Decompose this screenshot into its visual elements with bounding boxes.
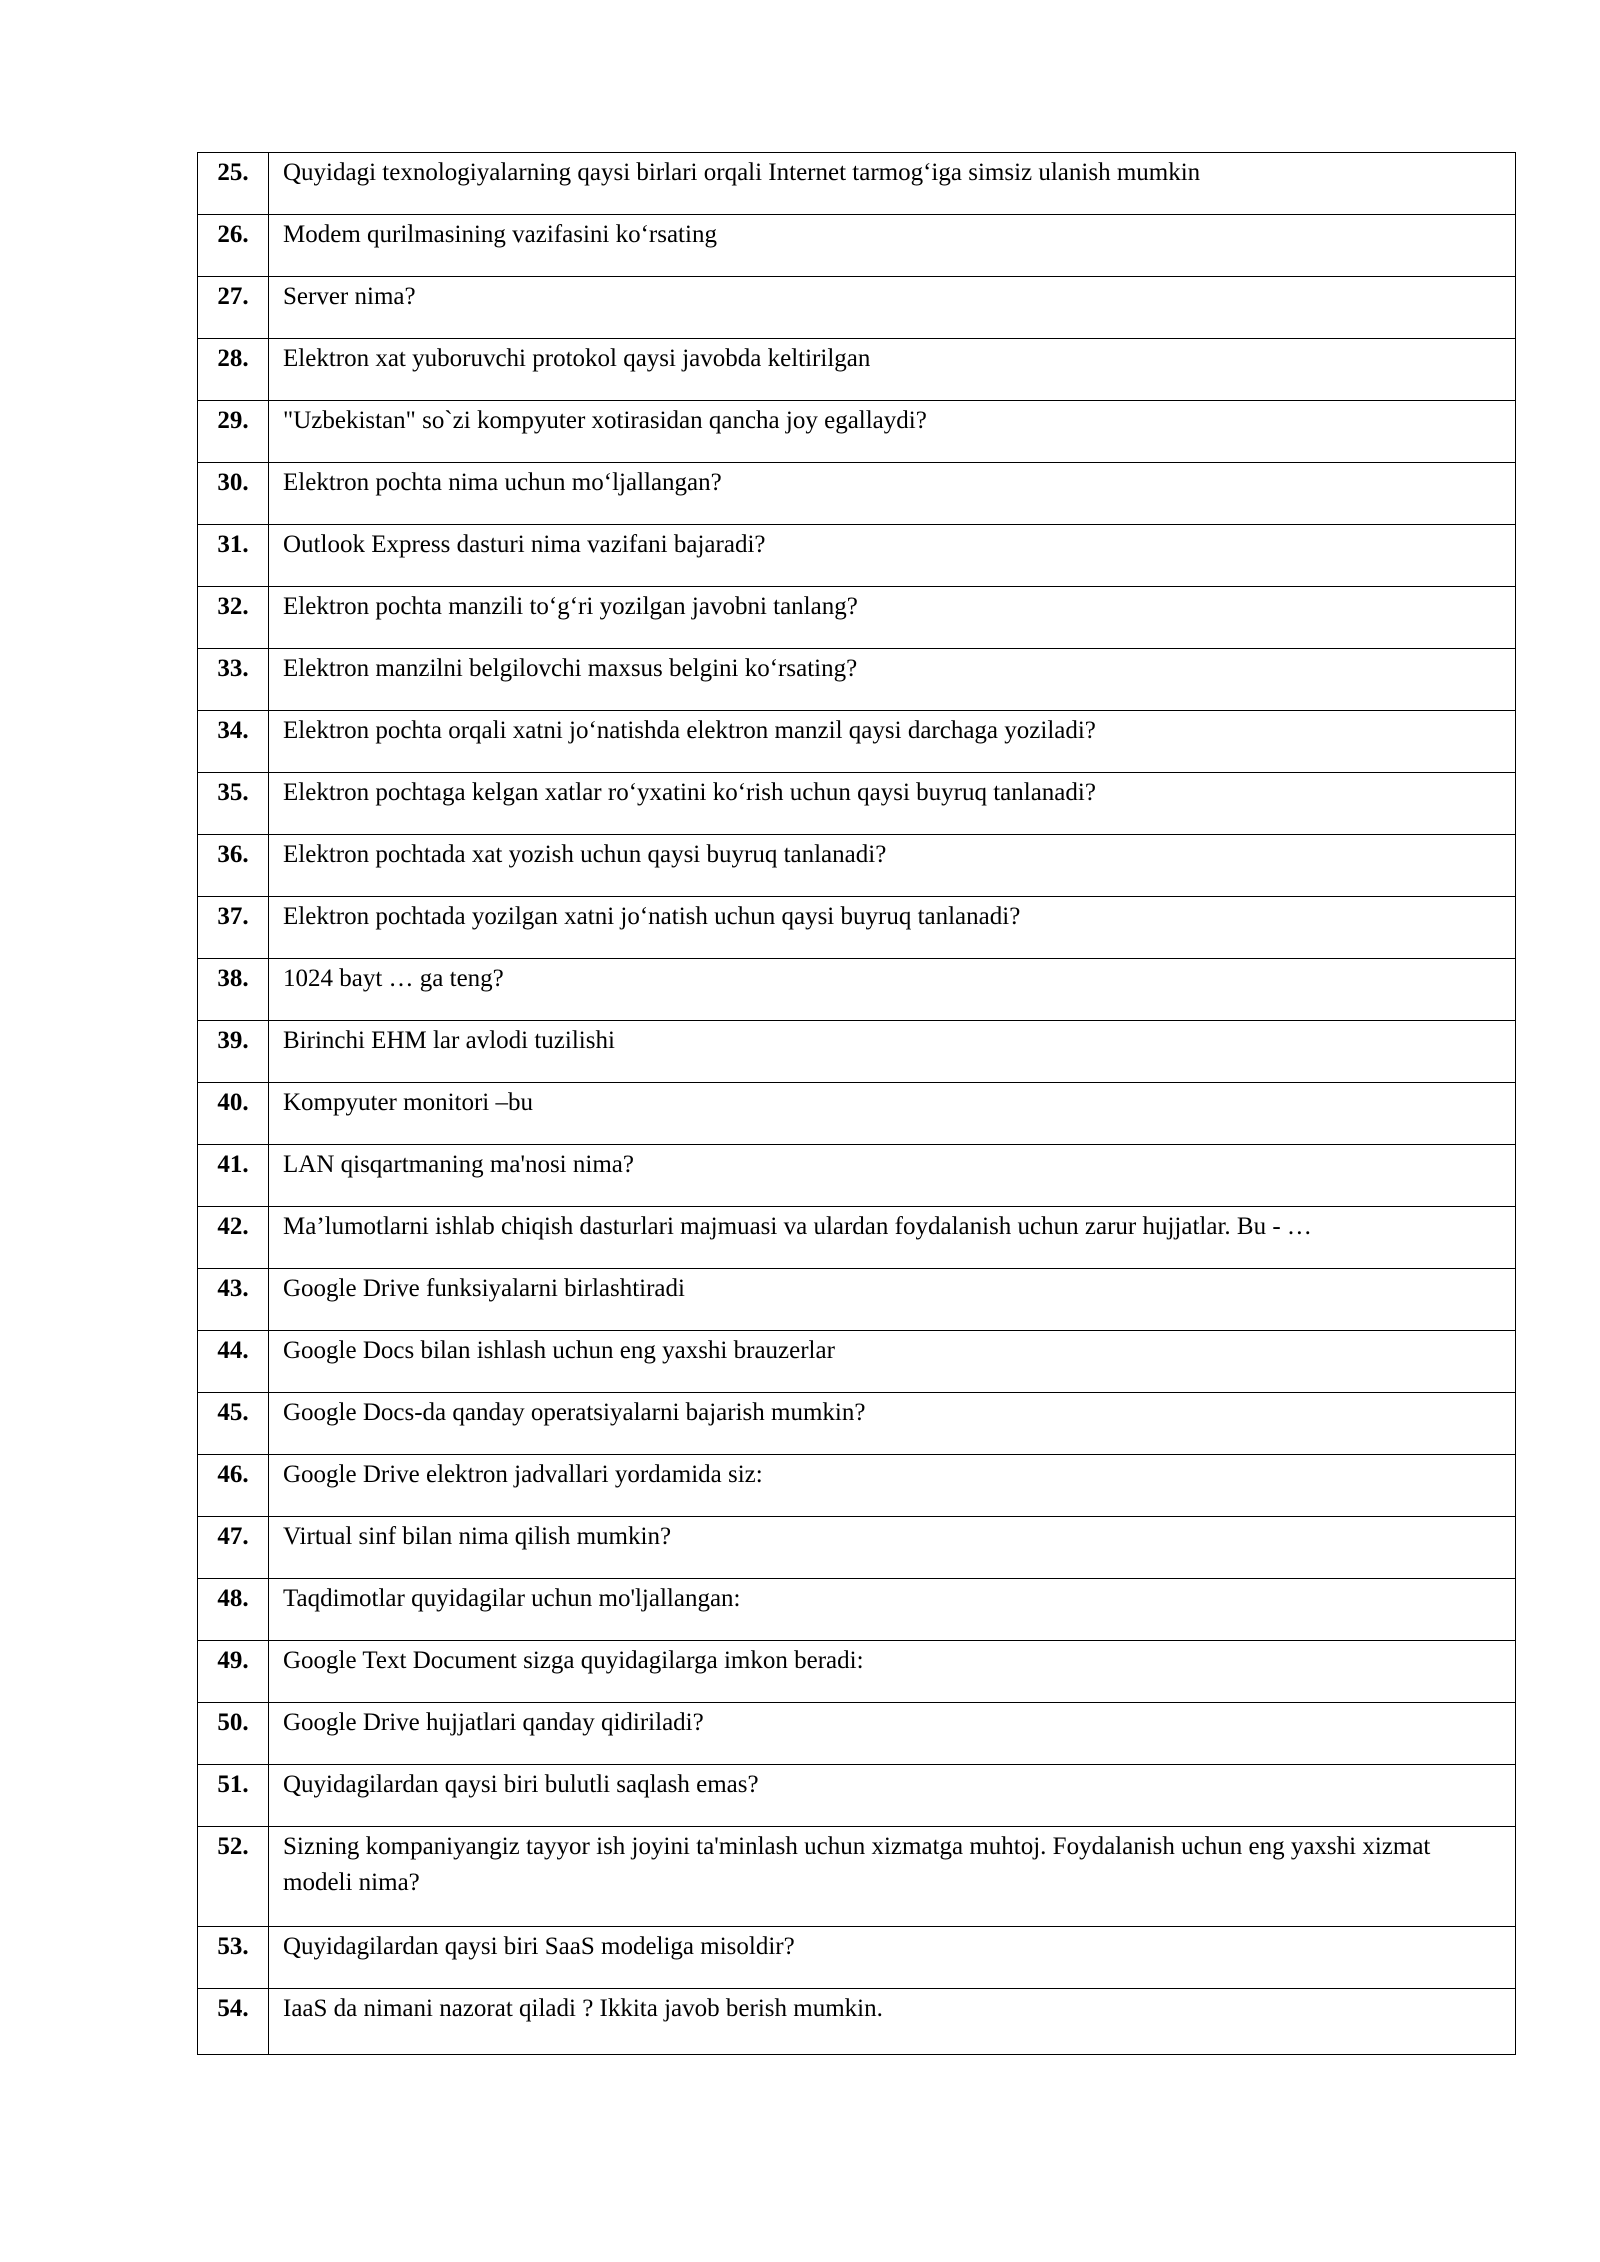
question-text: Google Docs bilan ishlash uchun eng yaxshi brauzerlar	[269, 1331, 1516, 1393]
table-row	[198, 1207, 1516, 1269]
table-row	[198, 711, 1516, 773]
table-row	[198, 1517, 1516, 1579]
question-number: 44.	[198, 1331, 269, 1393]
question-text: LAN qisqartmaning ma'nosi nima?	[269, 1145, 1516, 1207]
table-row	[198, 1579, 1516, 1641]
question-text: Elektron pochta nima uchun mo‘ljallangan?	[269, 463, 1516, 525]
table-row	[198, 1703, 1516, 1765]
table-row	[198, 1021, 1516, 1083]
table-row	[198, 587, 1516, 649]
question-number: 26.	[198, 215, 269, 277]
question-text: Elektron pochtaga kelgan xatlar ro‘yxatini ko‘rish uchun qaysi buyruq tanlanadi?	[269, 773, 1516, 835]
question-number: 42.	[198, 1207, 269, 1269]
question-number: 41.	[198, 1145, 269, 1207]
question-text: Elektron xat yuboruvchi protokol qaysi javobda keltirilgan	[269, 339, 1516, 401]
questions-table-body	[198, 153, 1516, 2055]
question-number: 29.	[198, 401, 269, 463]
question-number: 43.	[198, 1269, 269, 1331]
question-number: 37.	[198, 897, 269, 959]
question-number: 50.	[198, 1703, 269, 1765]
question-text: Elektron pochtada xat yozish uchun qaysi buyruq tanlanadi?	[269, 835, 1516, 897]
question-text: Kompyuter monitori –bu	[269, 1083, 1516, 1145]
question-text: Quyidagilardan qaysi biri SaaS modeliga misoldir?	[269, 1927, 1516, 1989]
question-number: 49.	[198, 1641, 269, 1703]
question-text: Taqdimotlar quyidagilar uchun mo'ljallangan:	[269, 1579, 1516, 1641]
question-text: Outlook Express dasturi nima vazifani bajaradi?	[269, 525, 1516, 587]
table-row	[198, 463, 1516, 525]
table-row	[198, 339, 1516, 401]
question-text: Google Text Document sizga quyidagilarga imkon beradi:	[269, 1641, 1516, 1703]
question-text: IaaS da nimani nazorat qiladi ? Ikkita javob berish mumkin.	[269, 1989, 1516, 2055]
question-number: 52.	[198, 1827, 269, 1927]
table-row	[198, 153, 1516, 215]
table-row	[198, 959, 1516, 1021]
question-number: 54.	[198, 1989, 269, 2055]
table-row	[198, 897, 1516, 959]
table-row	[198, 1827, 1516, 1927]
table-row	[198, 1145, 1516, 1207]
question-text: Elektron pochta manzili to‘g‘ri yozilgan javobni tanlang?	[269, 587, 1516, 649]
table-row	[198, 1989, 1516, 2055]
question-text: Ma’lumotlarni ishlab chiqish dasturlari majmuasi va ulardan foydalanish uchun zarur hujjatlar. Bu - …	[269, 1207, 1516, 1269]
question-text: Birinchi EHM lar avlodi tuzilishi	[269, 1021, 1516, 1083]
question-number: 40.	[198, 1083, 269, 1145]
question-text: "Uzbekistan" so`zi kompyuter xotirasidan qancha joy egallaydi?	[269, 401, 1516, 463]
question-number: 38.	[198, 959, 269, 1021]
question-text: 1024 bayt … ga teng?	[269, 959, 1516, 1021]
question-number: 30.	[198, 463, 269, 525]
table-row	[198, 835, 1516, 897]
question-text: Elektron pochtada yozilgan xatni jo‘natish uchun qaysi buyruq tanlanadi?	[269, 897, 1516, 959]
question-number: 53.	[198, 1927, 269, 1989]
question-number: 32.	[198, 587, 269, 649]
table-row	[198, 1083, 1516, 1145]
table-row	[198, 525, 1516, 587]
table-row	[198, 1393, 1516, 1455]
table-row	[198, 1455, 1516, 1517]
table-row	[198, 277, 1516, 339]
questions-table	[197, 152, 1516, 2055]
question-number: 36.	[198, 835, 269, 897]
table-row	[198, 401, 1516, 463]
table-row	[198, 1927, 1516, 1989]
question-text: Google Drive hujjatlari qanday qidiriladi?	[269, 1703, 1516, 1765]
table-row	[198, 649, 1516, 711]
question-text: Modem qurilmasining vazifasini ko‘rsating	[269, 215, 1516, 277]
table-row	[198, 773, 1516, 835]
question-text: Elektron pochta orqali xatni jo‘natishda elektron manzil qaysi darchaga yoziladi?	[269, 711, 1516, 773]
question-number: 31.	[198, 525, 269, 587]
question-number: 48.	[198, 1579, 269, 1641]
table-row	[198, 215, 1516, 277]
question-number: 39.	[198, 1021, 269, 1083]
question-text: Google Drive elektron jadvallari yordamida siz:	[269, 1455, 1516, 1517]
question-number: 35.	[198, 773, 269, 835]
question-text: Virtual sinf bilan nima qilish mumkin?	[269, 1517, 1516, 1579]
question-text: Google Drive funksiyalarni birlashtiradi	[269, 1269, 1516, 1331]
question-number: 33.	[198, 649, 269, 711]
question-number: 27.	[198, 277, 269, 339]
question-text: Google Docs-da qanday operatsiyalarni bajarish mumkin?	[269, 1393, 1516, 1455]
table-row	[198, 1641, 1516, 1703]
question-number: 34.	[198, 711, 269, 773]
question-text: Quyidagi texnologiyalarning qaysi birlari orqali Internet tarmog‘iga simsiz ulanish mumkin	[269, 153, 1516, 215]
table-row	[198, 1331, 1516, 1393]
question-number: 45.	[198, 1393, 269, 1455]
question-number: 51.	[198, 1765, 269, 1827]
table-row	[198, 1269, 1516, 1331]
question-number: 25.	[198, 153, 269, 215]
question-text: Sizning kompaniyangiz tayyor ish joyini ta'minlash uchun xizmatga muhtoj. Foydalanish uchun eng yaxshi xizmat modeli nima?	[269, 1827, 1516, 1927]
question-number: 28.	[198, 339, 269, 401]
table-row	[198, 1765, 1516, 1827]
question-text: Elektron manzilni belgilovchi maxsus belgini ko‘rsating?	[269, 649, 1516, 711]
question-number: 46.	[198, 1455, 269, 1517]
question-text: Server nima?	[269, 277, 1516, 339]
question-number: 47.	[198, 1517, 269, 1579]
question-text: Quyidagilardan qaysi biri bulutli saqlash emas?	[269, 1765, 1516, 1827]
